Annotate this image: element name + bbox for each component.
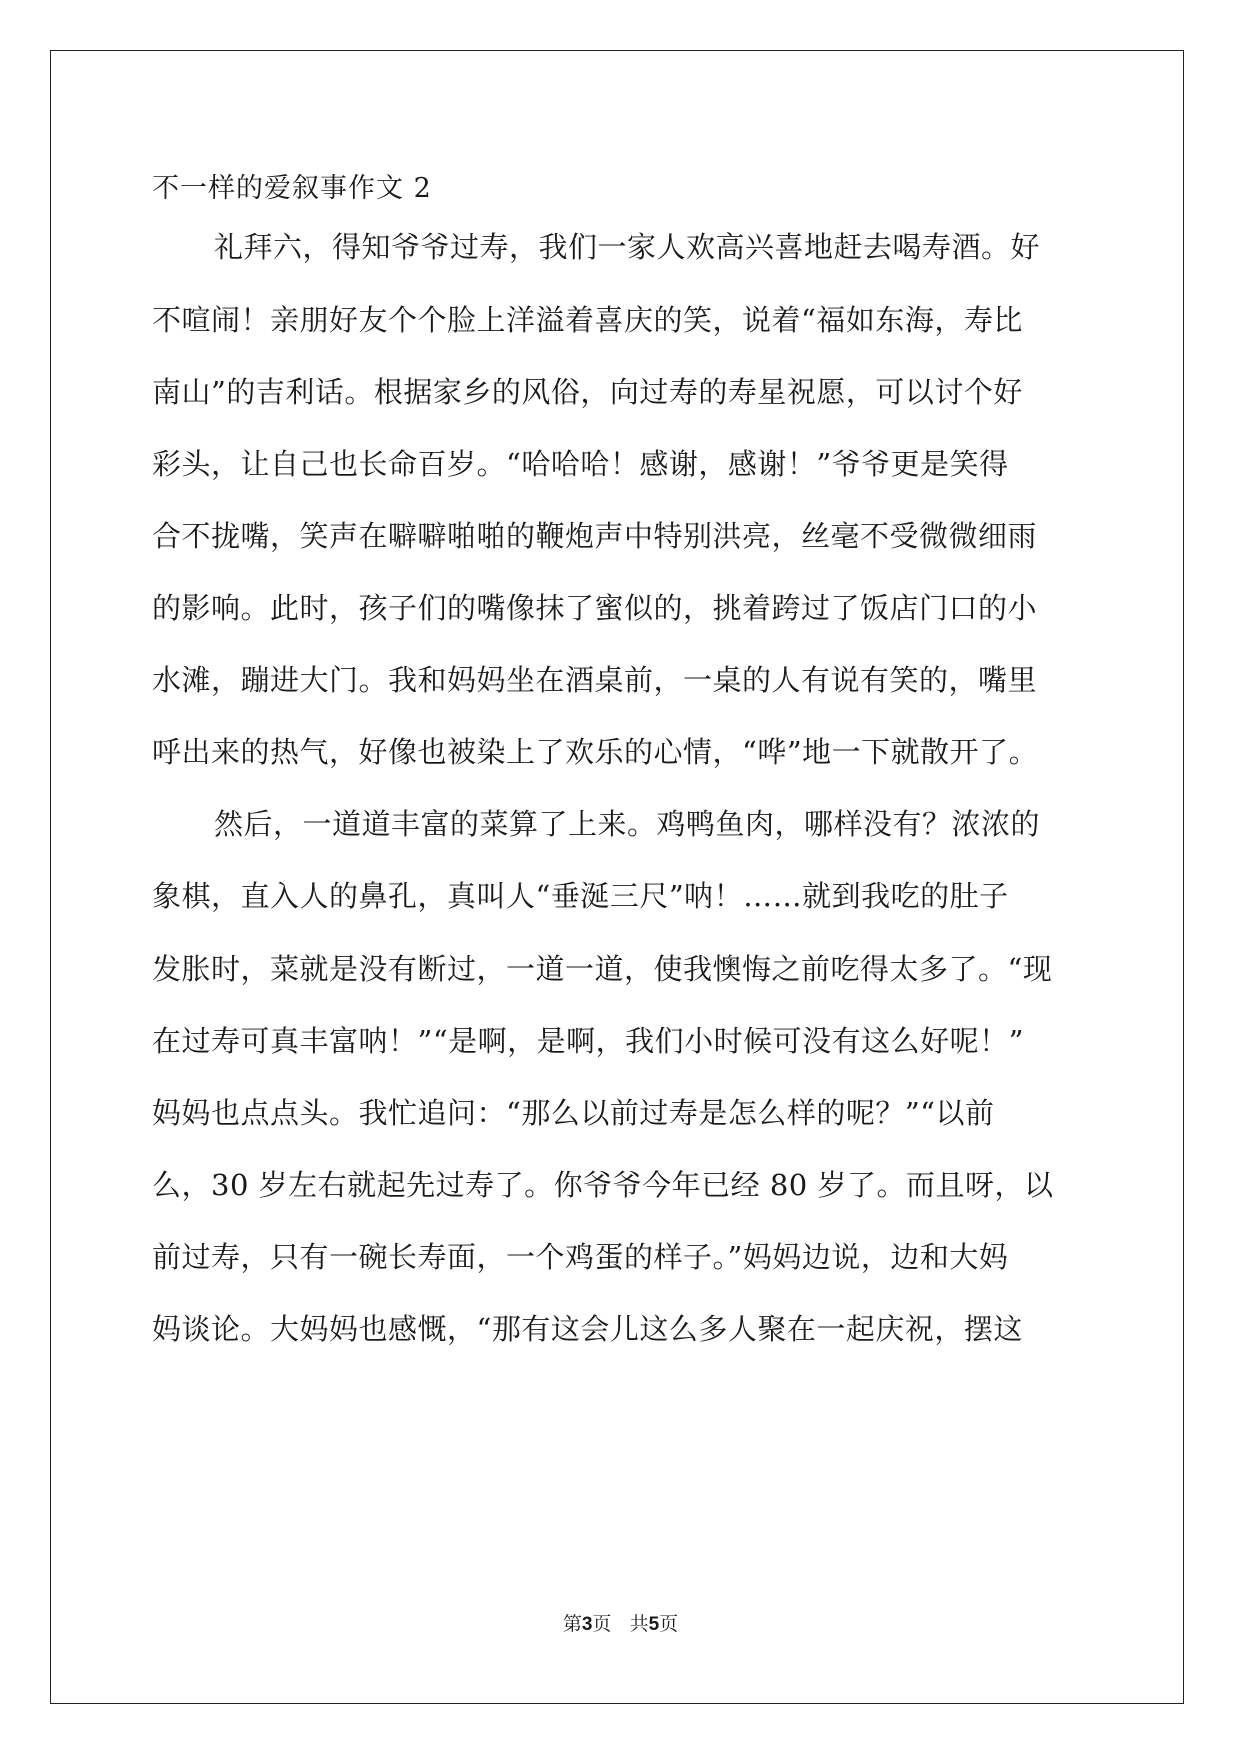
paragraph-2-line-6: 么，30 岁左右就起先过寿了。你爷爷今年已经 80 岁了。而且呀，以 bbox=[152, 1168, 1054, 1202]
paragraph-2-line-8: 妈谈论。大妈妈也感慨，“那有这会儿这么多人聚在一起庆祝，摆这 bbox=[152, 1312, 1023, 1346]
paragraph-1-line-1: 礼拜六，得知爷爷过寿，我们一家人欢高兴喜地赶去喝寿酒。好 bbox=[214, 230, 1041, 264]
footer-total-pages: 5 bbox=[648, 1614, 660, 1635]
paragraph-1-line-7: 水滩，蹦进大门。我和妈妈坐在酒桌前，一桌的人有说有笑的，嘴里 bbox=[152, 663, 1038, 697]
paragraph-2-line-5: 妈妈也点点头。我忙追问：“那么以前过寿是怎么样的呢？”“以前 bbox=[152, 1096, 995, 1130]
paragraph-1-line-8: 呼出来的热气，好像也被染上了欢乐的心情，“哗”地一下就散开了。 bbox=[152, 735, 1039, 769]
footer-page-suffix: 页 bbox=[592, 1613, 612, 1635]
paragraph-1-line-4: 彩头，让自己也长命百岁。“哈哈哈！感谢，感谢！”爷爷更是笑得 bbox=[152, 447, 1009, 481]
page-footer bbox=[0, 1612, 1241, 1637]
paragraph-2-line-1: 然后，一道道丰富的菜算了上来。鸡鸭鱼肉，哪样没有？浓浓的 bbox=[214, 807, 1041, 841]
paragraph-2-line-2: 象棋，直入人的鼻孔，真叫人“垂涎三尺”呐！……就到我吃的肚子 bbox=[152, 879, 1009, 913]
paragraph-1-line-6: 的影响。此时，孩子们的嘴像抹了蜜似的，挑着跨过了饭店门口的小 bbox=[152, 591, 1038, 625]
footer-current-page: 3 bbox=[581, 1614, 593, 1635]
paragraph-1-line-2: 不喧闹！亲朋好友个个脸上洋溢着喜庆的笑，说着“福如东海，寿比 bbox=[152, 303, 1023, 337]
footer-page-prefix: 第 bbox=[562, 1613, 582, 1635]
document-title: 不一样的爱叙事作文 2 bbox=[152, 173, 432, 204]
paragraph-1-line-5: 合不拢嘴，笑声在噼噼啪啪的鞭炮声中特别洪亮，丝毫不受微微细雨 bbox=[152, 519, 1038, 553]
paragraph-2-line-7: 前过寿，只有一碗长寿面，一个鸡蛋的样子。”妈妈边说，边和大妈 bbox=[152, 1240, 1009, 1274]
footer-total-prefix: 共 bbox=[629, 1613, 649, 1635]
paragraph-2-line-4: 在过寿可真丰富呐！”“是啊，是啊，我们小时候可没有这么好呢！” bbox=[152, 1024, 1024, 1058]
paragraph-2-line-3: 发胀时，菜就是没有断过，一道一道，使我懊悔之前吃得太多了。“现 bbox=[152, 952, 1053, 986]
paragraph-1-line-3: 南山”的吉利话。根据家乡的风俗，向过寿的寿星祝愿，可以讨个好 bbox=[152, 375, 1023, 409]
footer-total-suffix: 页 bbox=[659, 1613, 679, 1635]
